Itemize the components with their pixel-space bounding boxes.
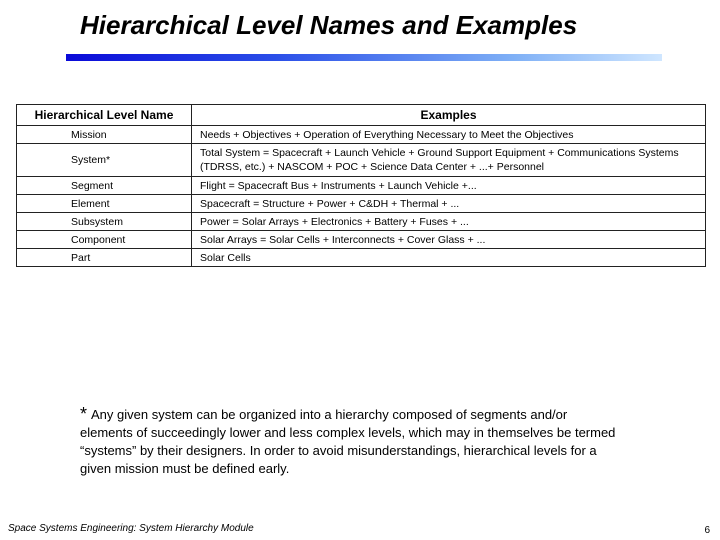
table-row xyxy=(17,126,706,144)
example-cell: Power = Solar Arrays + Electronics + Battery + Fuses + ... xyxy=(192,213,706,231)
table-row xyxy=(17,213,706,231)
footnote-text: Any given system can be organized into a hierarchy composed of segments and/or elements of succeedingly lower and less complex levels, which may in themselves be termed “systems” by their designers. In order to avoid misunderstandings, hierarchical levels for a given mission must be defined early. xyxy=(80,407,616,476)
header-level-name: Hierarchical Level Name xyxy=(17,105,192,126)
footnote-marker: * xyxy=(80,404,88,424)
example-cell: Flight = Spacecraft Bus + Instruments + Launch Vehicle +... xyxy=(192,177,706,195)
header-examples: Examples xyxy=(192,105,706,126)
level-name-cell: Element xyxy=(17,195,192,213)
level-name-cell: Mission xyxy=(17,126,192,144)
table-row xyxy=(17,231,706,249)
table-header-row xyxy=(17,105,706,126)
footnote xyxy=(80,405,620,478)
level-name-cell: System* xyxy=(17,144,192,177)
table-row xyxy=(17,249,706,267)
level-name-cell: Component xyxy=(17,231,192,249)
table-row xyxy=(17,144,706,177)
hierarchy-table xyxy=(16,104,706,267)
example-cell: Spacecraft = Structure + Power + C&DH + Thermal + ... xyxy=(192,195,706,213)
example-cell: Needs + Objectives + Operation of Everything Necessary to Meet the Objectives xyxy=(192,126,706,144)
level-name-cell: Segment xyxy=(17,177,192,195)
example-cell: Solar Arrays = Solar Cells + Interconnects + Cover Glass + ... xyxy=(192,231,706,249)
example-cell: Total System = Spacecraft + Launch Vehicle + Ground Support Equipment + Communications Systems (TDRSS, etc.) + NASCOM + POC + Science Data Center + ...+ Personnel xyxy=(192,144,706,177)
title-underline-bar xyxy=(66,54,662,61)
table-row xyxy=(17,177,706,195)
slide-title: Hierarchical Level Names and Examples xyxy=(80,10,578,40)
table-row xyxy=(17,195,706,213)
level-name-cell: Part xyxy=(17,249,192,267)
slide-footer: Space Systems Engineering: System Hierarchy Module xyxy=(8,523,254,534)
example-cell: Solar Cells xyxy=(192,249,706,267)
page-number: 6 xyxy=(704,525,710,536)
level-name-cell: Subsystem xyxy=(17,213,192,231)
